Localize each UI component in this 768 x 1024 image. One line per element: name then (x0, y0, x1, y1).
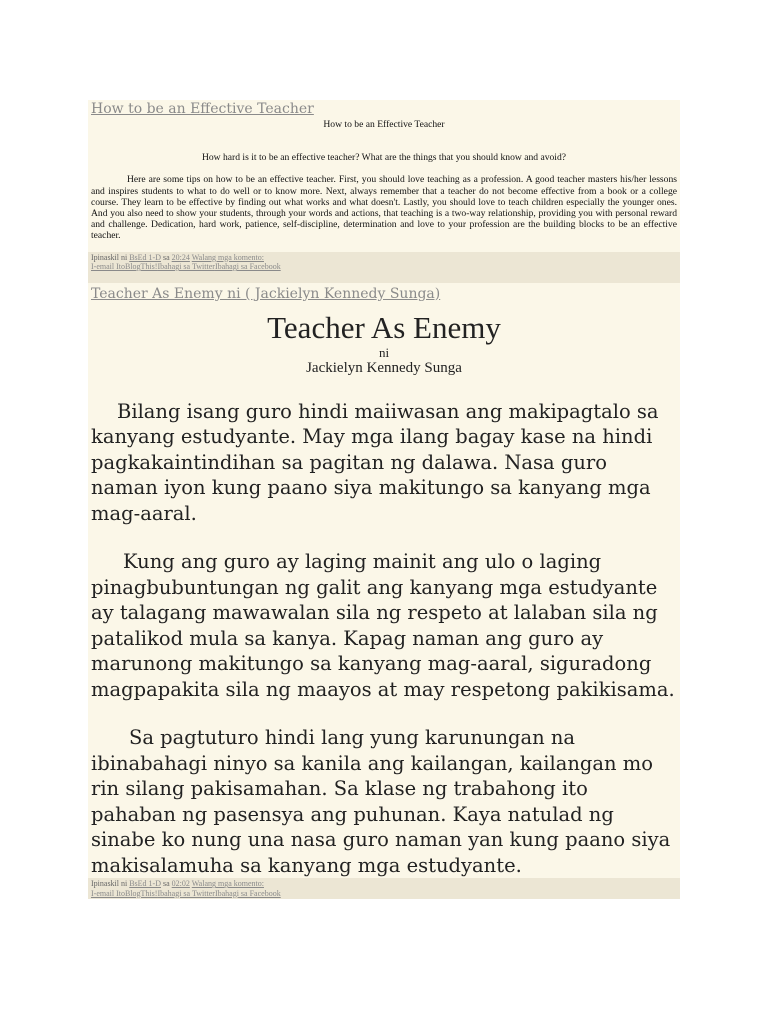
share-facebook-link[interactable]: Ibahagi sa Facebook (214, 888, 281, 898)
share-email-link[interactable]: I-email Ito (91, 888, 125, 898)
post-heading: How to be an Effective Teacher (323, 119, 445, 130)
share-facebook-link[interactable]: Ibahagi sa Facebook (214, 262, 281, 272)
blog-container (88, 100, 680, 899)
byline-author: Jackielyn Kennedy Sunga (306, 359, 462, 376)
post-meta (91, 253, 677, 263)
post-footer (88, 878, 680, 899)
at-label: sa (161, 879, 172, 889)
post-heading: Teacher As Enemy (267, 309, 501, 345)
share-blogthis-link[interactable]: BlogThis! (124, 888, 158, 898)
post-footer (88, 252, 680, 283)
post-paragraph: Here are some tips on how to be an effective teacher. First, you should love teaching as a profession. A good teacher masters his/her lessons and inspires students to what to do well or to know more. Next, always remember that a teacher do not become effective from a book or a college course. They learn to be effective by finding out what works and what doesn't. Lastly, you should love to teach children especially the younger ones. And you also need to show your students, through your words and actions, that teaching is a two-way relationship, providing you with personal reward and challenge. Dedication, hard work, patience, self-discipline, determination and love to your profession are the building blocks to be an effective teacher. (91, 174, 677, 242)
comments-link[interactable]: Walang mga komento: (191, 879, 264, 889)
share-links (91, 889, 677, 899)
posted-by-label: Ipinaskil ni (91, 252, 130, 262)
share-links (91, 262, 677, 272)
posted-by-label: Ipinaskil ni (91, 879, 130, 889)
comments-link[interactable]: Walang mga komento: (191, 252, 264, 262)
author-link[interactable]: BsEd 1-D (129, 879, 161, 889)
time-link[interactable]: 20:24 (171, 252, 190, 262)
post-paragraph: Bilang isang guro hindi maiiwasan ang makipagtalo sa kanyang estudyante. May mga ilang bagay kase na hindi pagkakaintindihan sa pagitan ng dalawa. Nasa guro naman iyon kung paano siya makitungo sa kanyang mga mag-aaral. (91, 399, 659, 525)
post-body (88, 119, 680, 242)
share-email-link[interactable]: I-email Ito (91, 262, 125, 272)
share-blogthis-link[interactable]: BlogThis! (124, 262, 158, 272)
author-link[interactable]: BsEd 1-D (129, 252, 161, 262)
at-label: sa (161, 252, 172, 262)
byline-ni: ni (378, 344, 390, 360)
post-paragraph: Sa pagtuturo hindi lang yung karunungan na ibinabahagi ninyo sa kanila ang kailangan, kailangan mo rin silang pakisamahan. Sa klase ng trabahong ito pahaban ng pasensya ang puhunan. Kaya natulad ng sinabe ko nung una nasa guro naman yan kung paano siya makisalamuha sa kanyang mga estudyante. (91, 726, 671, 877)
post-question: How hard is it to be an effective teacher? What are the things that you should know and avoid? (201, 152, 567, 164)
post-meta (91, 879, 677, 889)
post-paragraph: Kung ang guro ay laging mainit ang ulo o laging pinagbubuntungan ng galit ang kanyang mga estudyante ay talagang mawawalan sila ng respeto at lalaban sila ng patalikod mula sa kanya. Kapag naman ang guro ay marunong makitungo sa kanyang mag-aaral, siguradong magpapakita sila ng maayos at may respetong pakikisama. (91, 550, 675, 701)
share-twitter-link[interactable]: Ibahagi sa Twitter (157, 888, 215, 898)
share-twitter-link[interactable]: Ibahagi sa Twitter (157, 262, 215, 272)
post-title-link[interactable]: How to be an Effective Teacher (91, 101, 314, 117)
time-link[interactable]: 02:02 (171, 879, 190, 889)
post-title-link[interactable]: Teacher As Enemy ni ( Jackielyn Kennedy Sunga) (91, 285, 441, 302)
